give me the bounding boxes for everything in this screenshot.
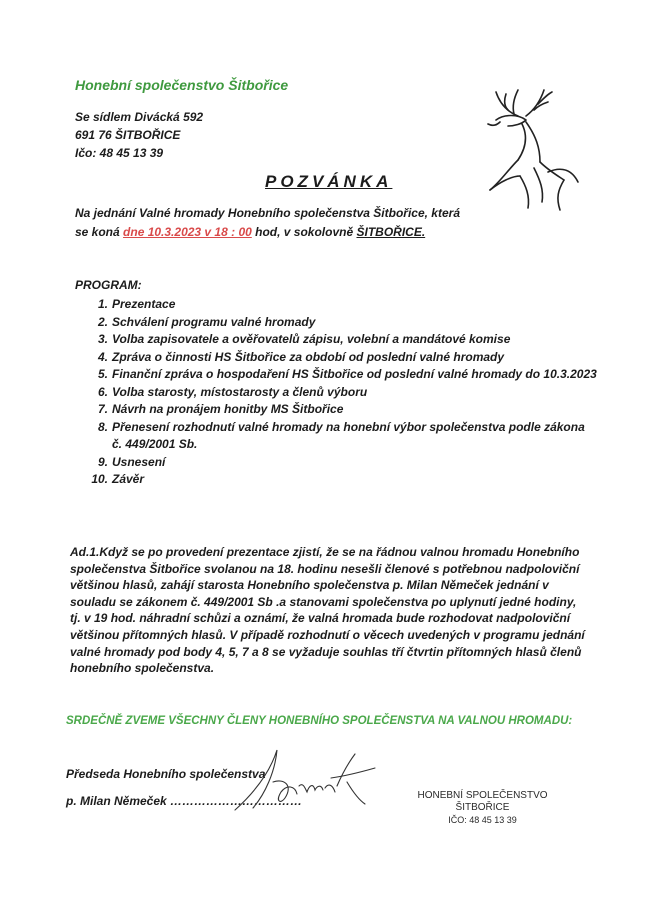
program-item: 8. Přenesení rozhodnutí valné hromady na honební výbor společenstva podle zákona bbox=[97, 419, 585, 434]
program-item: 7. Návrh na pronájem honitby MS Šitbořice bbox=[97, 402, 344, 416]
program-item: 10. Závěr bbox=[91, 472, 145, 486]
deer-logo-icon bbox=[478, 86, 588, 216]
program-item: 4. Zpráva o činnosti HS Šitbořice za období od poslední valné hromady bbox=[97, 349, 505, 364]
organization-stamp bbox=[405, 790, 560, 826]
program-item: č. 449/2001 Sb. bbox=[112, 437, 198, 451]
address-line-1: Se sídlem Divácká 592 bbox=[75, 110, 204, 124]
program-list bbox=[90, 296, 610, 489]
meeting-date: dne 10.3.2023 v 18 : 00 bbox=[123, 225, 252, 239]
signature-role: Předseda Honebního společenstva bbox=[66, 767, 266, 781]
stamp-line-2: ŠITBOŘICE bbox=[455, 802, 510, 813]
program-item: 2. Schválení programu valné hromady bbox=[97, 314, 316, 329]
program-item: 6. Volba starosty, místostarosty a členů výboru bbox=[97, 384, 368, 399]
organization-name: Honební společenstvo Šitbořice bbox=[75, 77, 289, 93]
intro-line-1: Na jednání Valné hromady Honebního společenstva Šitbořice, která bbox=[75, 206, 460, 220]
invitation-line: SRDEČNĚ ZVEME VŠECHNY ČLENY HONEBNÍHO SPOLEČENSTVA NA VALNOU HROMADU: bbox=[66, 715, 573, 727]
intro-prefix: se koná bbox=[75, 225, 124, 239]
document-title: POZVÁNKA bbox=[265, 172, 393, 191]
program-item: 3. Volba zapisovatele a ověřovatelů zápisu, volební a mandátové komise bbox=[97, 332, 511, 346]
signature-name: p. Milan Němeček …………………………… bbox=[66, 794, 303, 808]
program-item: 5. Finanční zpráva o hospodaření HS Šitbořice od poslední valné hromady do 10.3.2023 bbox=[97, 367, 597, 381]
program-heading: PROGRAM: bbox=[75, 278, 142, 292]
quorum-paragraph: Ad.1.Když se po provedení prezentace zjistí, že se na řádnou valnou hromadu Honebního společenstva Šitbořice svolanou na 18. hodinu nesešli členové s potřebnou nadpoloviční většinou hlasů, zahájí starosta Honebního společenstva p. Milan Němeček jednání v souladu se zákonem č. 449/2001 Sb .a stanovami společenstva po uplynutí jedné hodiny, tj. v 19 hod. náhradní schůzi a oznámí, že valná hromada bude rozhodovat nadpoloviční většinou přítomných hlasů. V případě rozhodnutí o věcech uvedených v programu jednání valné hromady pod body 4, 5, 7 a 8 se vyžaduje souhlas tří čtvrtin přítomných hlasů členů honebního společenstva. bbox=[70, 545, 585, 676]
intro-mid: hod, v sokolovně bbox=[251, 225, 357, 239]
program-item: 9. Usnesení bbox=[97, 454, 166, 469]
address-line-2: 691 76 ŠITBOŘICE bbox=[75, 128, 181, 142]
meeting-place: ŠITBOŘICE. bbox=[356, 225, 426, 239]
ico-number: Ič​o: 48 45 13 39 bbox=[75, 146, 164, 160]
stamp-line-1: HONEBNÍ SPOLEČENSTVO bbox=[417, 790, 548, 801]
handwritten-signature-icon bbox=[225, 742, 395, 814]
program-item: 1. Prezentace bbox=[97, 297, 176, 311]
intro-line-2 bbox=[75, 225, 425, 239]
stamp-line-3: IČO: 48 45 13 39 bbox=[448, 815, 517, 825]
